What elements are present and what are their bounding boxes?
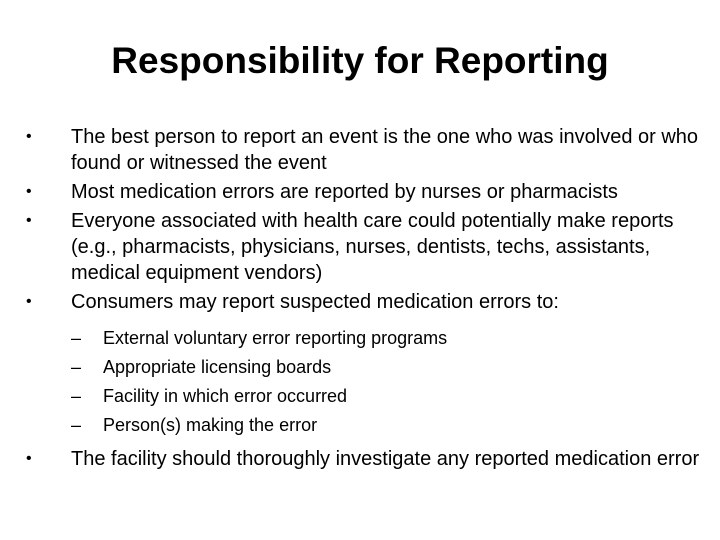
bullet-text: Most medication errors are reported by nurses or pharmacists (71, 181, 618, 203)
sub-bullet-item (71, 324, 706, 353)
sub-bullet-text: Person(s) making the error (103, 415, 318, 435)
bullet-text: The facility should thoroughly investigate any reported medication error (71, 448, 700, 470)
sub-bullet-list (71, 324, 706, 440)
bullet-text: The best person to report an event is the one who was involved or who found or witnessed the event (71, 126, 699, 174)
bullet-list (26, 124, 706, 475)
bullet-icon: • (26, 183, 32, 200)
slide-title: Responsibility for Reporting (111, 40, 609, 81)
bullet-item (26, 289, 706, 440)
bullet-icon: • (26, 450, 32, 467)
sub-bullet-text: Appropriate licensing boards (103, 357, 332, 377)
dash-icon: – (71, 328, 82, 348)
bullet-item (26, 446, 706, 472)
bullet-text: Everyone associated with health care could potentially make reports (e.g., pharmacists, physicians, nurses, dentists, techs, assistants, medical equipment vendors) (71, 210, 674, 284)
sub-bullet-item (71, 353, 706, 382)
dash-icon: – (71, 415, 82, 435)
sub-bullet-text: External voluntary error reporting programs (103, 328, 448, 348)
bullet-icon: • (26, 128, 32, 145)
sub-bullet-item (71, 411, 706, 440)
bullet-icon: • (26, 212, 32, 229)
sub-bullet-text: Facility in which error occurred (103, 386, 348, 406)
bullet-text: Consumers may report suspected medication errors to: (71, 291, 559, 313)
bullet-item (26, 179, 706, 205)
dash-icon: – (71, 357, 82, 377)
bullet-icon: • (26, 293, 32, 310)
bullet-item (26, 208, 706, 286)
sub-bullet-item (71, 382, 706, 411)
bullet-item (26, 124, 706, 176)
dash-icon: – (71, 386, 82, 406)
